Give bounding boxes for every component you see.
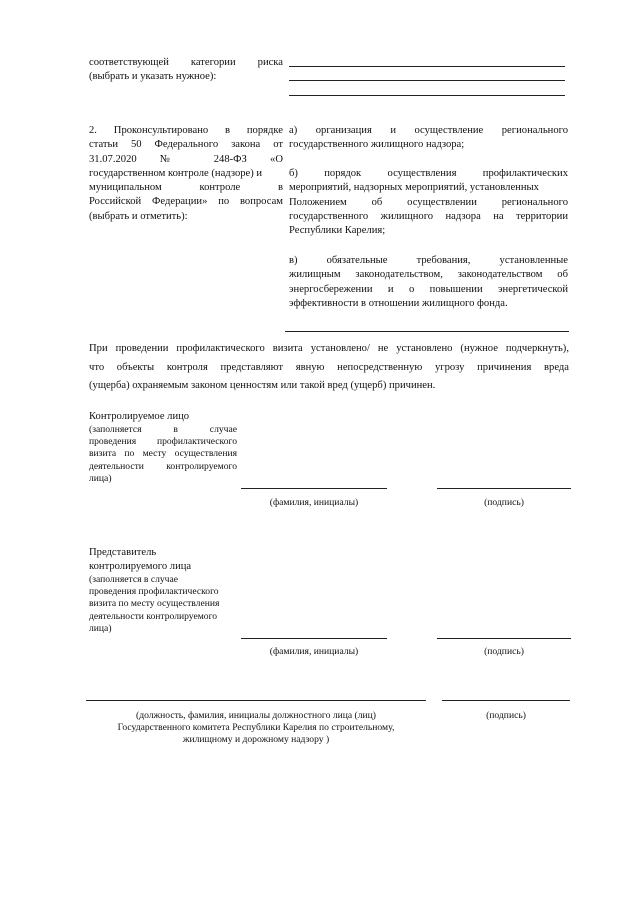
official-caption-line: Государственного комитета Республики Карелия по строительному, <box>117 722 395 734</box>
option-a-line: а) организация и осуществление регионального <box>289 125 568 136</box>
option-c-line: жилищным законодательством, законодательством об <box>289 269 568 281</box>
representative-note <box>89 574 237 635</box>
note-line: проведения профилактического <box>89 586 219 598</box>
note-line: (заполняется в случае <box>89 574 179 585</box>
item2-answer-line[interactable] <box>285 331 569 332</box>
official-name-line[interactable] <box>86 700 426 701</box>
item2-line: Российской Федерации» по вопросам <box>89 196 283 208</box>
option-c[interactable] <box>289 254 568 311</box>
visit-result-paragraph <box>89 340 569 396</box>
option-a-line: государственного жилищного надзора; <box>289 139 465 151</box>
option-c-line: эффективности в отношении жилищного фонда. <box>289 297 508 309</box>
note-line: лица) <box>89 472 112 484</box>
controlled-person-note <box>89 424 237 485</box>
representative-title-line: контролируемого лица <box>89 561 192 573</box>
risk-category-line-2: (выбрать и указать нужное): <box>89 71 217 82</box>
option-b-line: мероприятий, надзорных мероприятий, установленных <box>289 182 539 194</box>
risk-category-line-1: соответствующей категории риска <box>89 57 283 68</box>
representative-name-caption: (фамилия, инициалы) <box>269 646 359 657</box>
risk-answer-line-1[interactable] <box>289 66 565 67</box>
official-caption-line: жилищному и дорожному надзору ) <box>182 734 330 746</box>
item2-line: статьи 50 Федерального закона от <box>89 139 283 151</box>
item2-line: (выбрать и отметить): <box>89 210 188 222</box>
visit-line: (ущерба) охраняемым законом ценностям или такой вред (ущерб) причинен. <box>89 380 436 391</box>
option-b-line: Положением об осуществлении регионального <box>289 196 568 208</box>
controlled-person-title: Контролируемое лицо <box>89 411 190 422</box>
note-line: проведения профилактического <box>89 436 237 448</box>
visit-line: При проведении профилактического визита установлено/ не установлено (нужное подчеркнуть), <box>89 343 569 354</box>
official-caption <box>86 710 426 747</box>
option-c-line: энергосбережении и о повышении энергетической <box>289 283 568 295</box>
risk-answer-line-3[interactable] <box>289 95 565 96</box>
item2-line: 31.07.2020 № 248-ФЗ «О <box>89 153 283 165</box>
item2-question <box>89 124 283 224</box>
representative-title <box>89 546 191 575</box>
option-b-line: государственного жилищного надзора на территории <box>289 210 568 222</box>
item2-line: государственном контроле (надзоре) и <box>89 167 263 179</box>
option-c-line: в) обязательные требования, установленные <box>289 255 568 266</box>
note-line: деятельности контролируемого <box>89 460 237 472</box>
representative-title-line: Представитель <box>89 547 157 558</box>
option-b-line: Республики Карелия; <box>289 225 386 237</box>
controlled-person-name-caption: (фамилия, инициалы) <box>269 497 359 508</box>
controlled-person-name-line[interactable] <box>241 488 387 489</box>
risk-answer-line-2[interactable] <box>289 80 565 81</box>
item2-line: муниципальном контроле в <box>89 182 283 194</box>
option-b[interactable] <box>289 167 568 238</box>
note-line: визита по месту осуществления <box>89 598 220 610</box>
official-caption-line: (должность, фамилия, инициалы должностного лица (лиц) <box>136 710 376 721</box>
visit-line: что объекты контроля представляют явную непосредственную угрозу причинения вреда <box>89 361 569 373</box>
representative-name-line[interactable] <box>241 638 387 639</box>
official-signature-caption: (подпись) <box>486 710 526 721</box>
option-a[interactable] <box>289 124 568 153</box>
controlled-person-signature-caption: (подпись) <box>484 497 524 508</box>
note-line: деятельности контролируемого <box>89 610 218 622</box>
note-line: визита по месту осуществления <box>89 448 237 460</box>
official-signature-line[interactable] <box>442 700 570 701</box>
representative-signature-caption: (подпись) <box>484 646 524 657</box>
controlled-person-signature-line[interactable] <box>437 488 571 489</box>
note-line: (заполняется в случае <box>89 424 237 435</box>
option-b-line: б) порядок осуществления профилактических <box>289 168 568 179</box>
note-line: лица) <box>89 622 112 634</box>
item2-line: 2. Проконсультировано в порядке <box>89 125 283 136</box>
representative-signature-line[interactable] <box>437 638 571 639</box>
